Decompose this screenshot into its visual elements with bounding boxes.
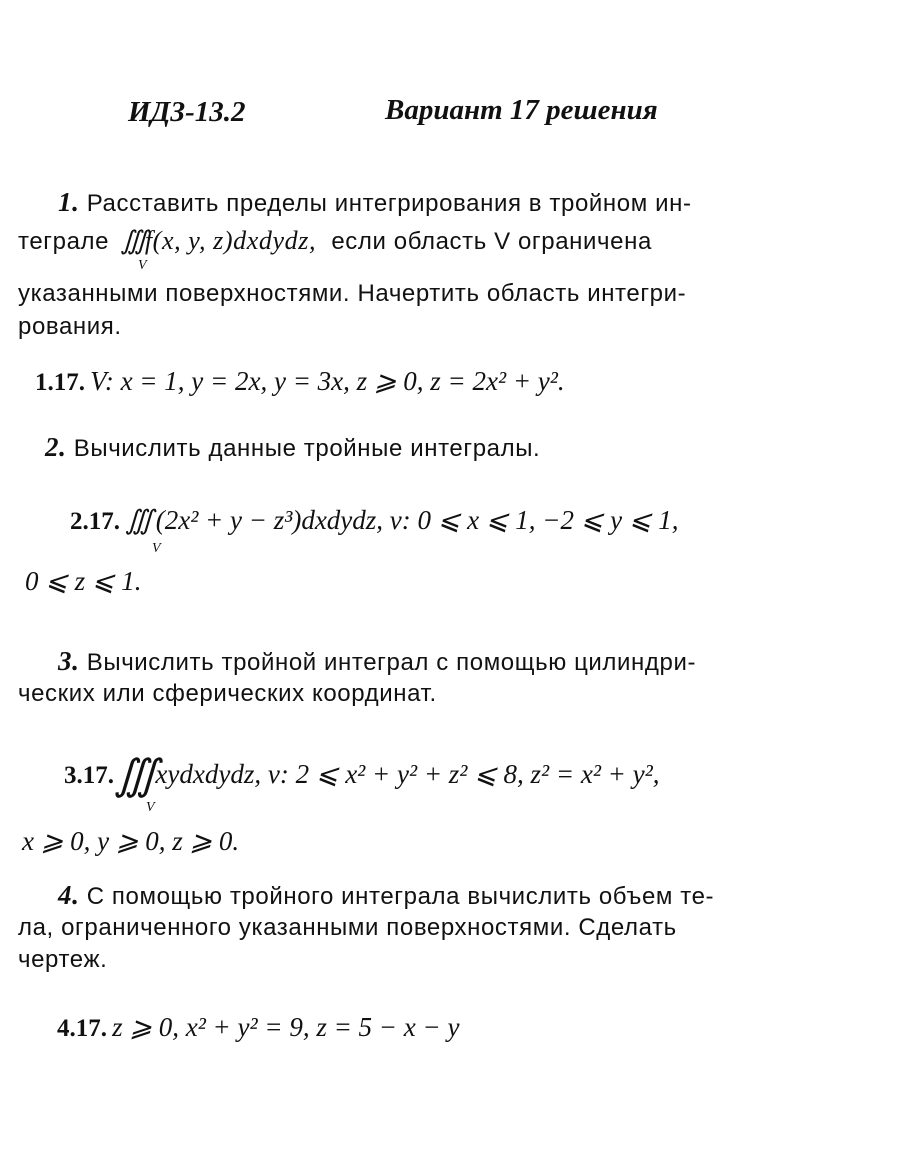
problem-2-17-continuation: 0 ⩽ z ⩽ 1. [25,566,142,596]
problem-3-17-label: 3.17. [64,762,114,789]
task2-number: 2. [45,432,67,462]
task1-statement-line1: 1. Расставить пределы интегрирования в тройном ин- [58,187,692,217]
task1-statement-line2: теграле ∭f(x, y, z)dxdydz, если область V ограничена [18,226,652,255]
task3-statement-line1: 3. Вычислить тройной интеграл с помощью цилиндри- [58,646,697,676]
task3-integral-domain: V [146,800,155,815]
problem-1-17-label: 1.17. [35,369,85,396]
triple-integral-sign: ∭ [114,753,156,799]
task2-integral-domain: V [152,541,161,556]
task4-statement-line1: 4. С помощью тройного интеграла вычислить объем те- [58,880,715,910]
task1-integrand: f(x, y, z)dxdydz, [144,226,317,255]
problem-1-17 [35,366,565,397]
problem-4-17 [57,1012,459,1043]
task1-number: 1. [58,187,80,217]
problem-1-17-body: V: x = 1, y = 2x, y = 3x, z ⩾ 0, z = 2x² + y². [90,366,565,396]
problem-2-17 [70,505,678,536]
triple-integral-sign: ∭ [120,226,145,255]
triple-integral-sign: ∭ [125,505,151,535]
problem-4-17-label: 4.17. [57,1015,107,1042]
problem-2-17-label: 2.17. [70,508,120,535]
task1-statement-line3: указанными поверхностями. Начертить область интегри- [18,280,687,307]
task1-statement-line4: рования. [18,313,122,340]
task1-integral-domain: V [138,258,147,273]
problem-3-17 [64,750,659,800]
task4-number: 4. [58,880,80,910]
task4-statement-line2: ла, ограниченного указанными поверхностями. Сделать [18,914,677,941]
problem-4-17-body: z ⩾ 0, x² + y² = 9, z = 5 − x − y [112,1012,460,1042]
task2-statement: 2. Вычислить данные тройные интегралы. [45,432,541,462]
problem-3-17-continuation: x ⩾ 0, y ⩾ 0, z ⩾ 0. [22,826,240,856]
task3-number: 3. [58,646,80,676]
variant-title: Вариант 17 решения [385,94,658,126]
assignment-code: ИДЗ-13.2 [128,96,246,128]
problem-2-17-body: (2x² + y − z³)dxdydz, v: 0 ⩽ x ⩽ 1, −2 ⩽ y ⩽ 1, [155,505,679,535]
task3-statement-line2: ческих или сферических координат. [18,680,437,707]
problem-3-17-body: xydxdydz, v: 2 ⩽ x² + y² + z² ⩽ 8, z² = x² + y², [155,759,660,789]
task4-statement-line3: чертеж. [18,946,108,973]
